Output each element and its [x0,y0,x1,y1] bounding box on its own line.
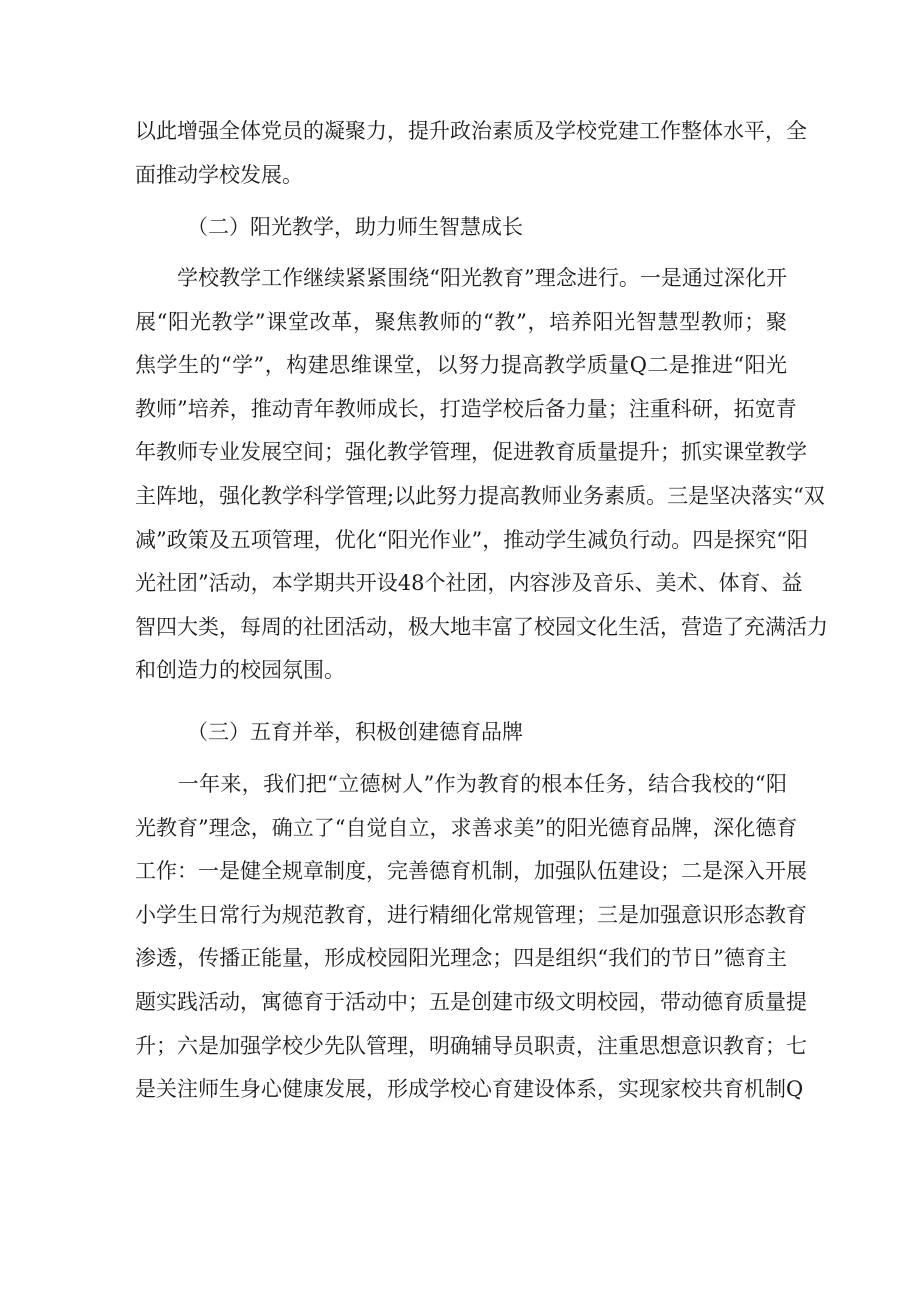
paragraph-line: 渗透，传播正能量，形成校园阳光理念；四是组织“我们的节日”德育主 [135,946,787,971]
paragraph-line: 面推动学校发展。 [135,162,303,187]
paragraph-line: 小学生日常行为规范教育，进行精细化常规管理；三是加强意识形态教育 [135,902,807,927]
moral-education-paragraph [135,763,807,1112]
section-heading-moral-education: （三）五育并举，积极创建德育品牌 [187,720,523,744]
paragraph-line: 主阵地，强化教学科学管理;以此努力提高教师业务素质。三是坚决落实“双 [135,483,825,508]
paragraph-line: 光社团”活动，本学期共开设48个社团，内容涉及音乐、美术、体育、益 [135,571,803,596]
section-heading-teaching: （二）阳光教学，助力师生智慧成长 [187,215,523,239]
paragraph-line: 和创造力的校园氛围。 [135,658,345,683]
paragraph-line: 工作：一是健全规章制度，完善德育机制，加强队伍建设；二是深入开展 [135,859,807,884]
paragraph-line: 升；六是加强学校少先队管理，明确辅导员职责，注重思想意识教育；七 [135,1033,807,1058]
paragraph-line: 智四大类，每周的社团活动，极大地丰富了校园文化生活，营造了充满活力 [135,614,828,639]
paragraph-line: 是关注师生身心健康发展，形成学校心育建设体系，实现家校共育机制Q [135,1077,804,1102]
paragraph-line: 以此增强全体党员的凝聚力，提升政治素质及学校党建工作整体水平，全 [135,119,807,143]
paragraph-line: 焦学生的“学”，构建思维课堂，以努力提高教学质量Q二是推进“阳光 [135,353,787,378]
paragraph-line: 一年来，我们把“立德树人”作为教育的根本任务，结合我校的“阳 [135,772,787,796]
paragraph-line: 题实践活动，寓德育于活动中；五是创建市级文明校园，带动德育质量提 [135,989,807,1014]
teaching-paragraph [135,257,828,693]
paragraph-line: 教师”培养，推动青年教师成长，打造学校后备力量；注重科研，拓宽青 [135,396,797,421]
paragraph-line: 展“阳光教学”课堂改革，聚焦教师的“教”，培养阳光智慧型教师；聚 [135,309,787,334]
intro-paragraph [135,110,807,197]
paragraph-line: 减”政策及五项管理，优化“阳光作业”，推动学生减负行动。四是探究“阳 [135,527,808,552]
paragraph-line: 年教师专业发展空间；强化教学管理，促进教育质量提升；抓实课堂教学 [135,440,807,465]
paragraph-line: 光教育”理念，确立了“自觉自立，求善求美”的阳光德育品牌，深化德育 [135,815,798,840]
paragraph-line: 学校教学工作继续紧紧围绕“阳光教育”理念进行。一是通过深化开 [135,266,787,290]
